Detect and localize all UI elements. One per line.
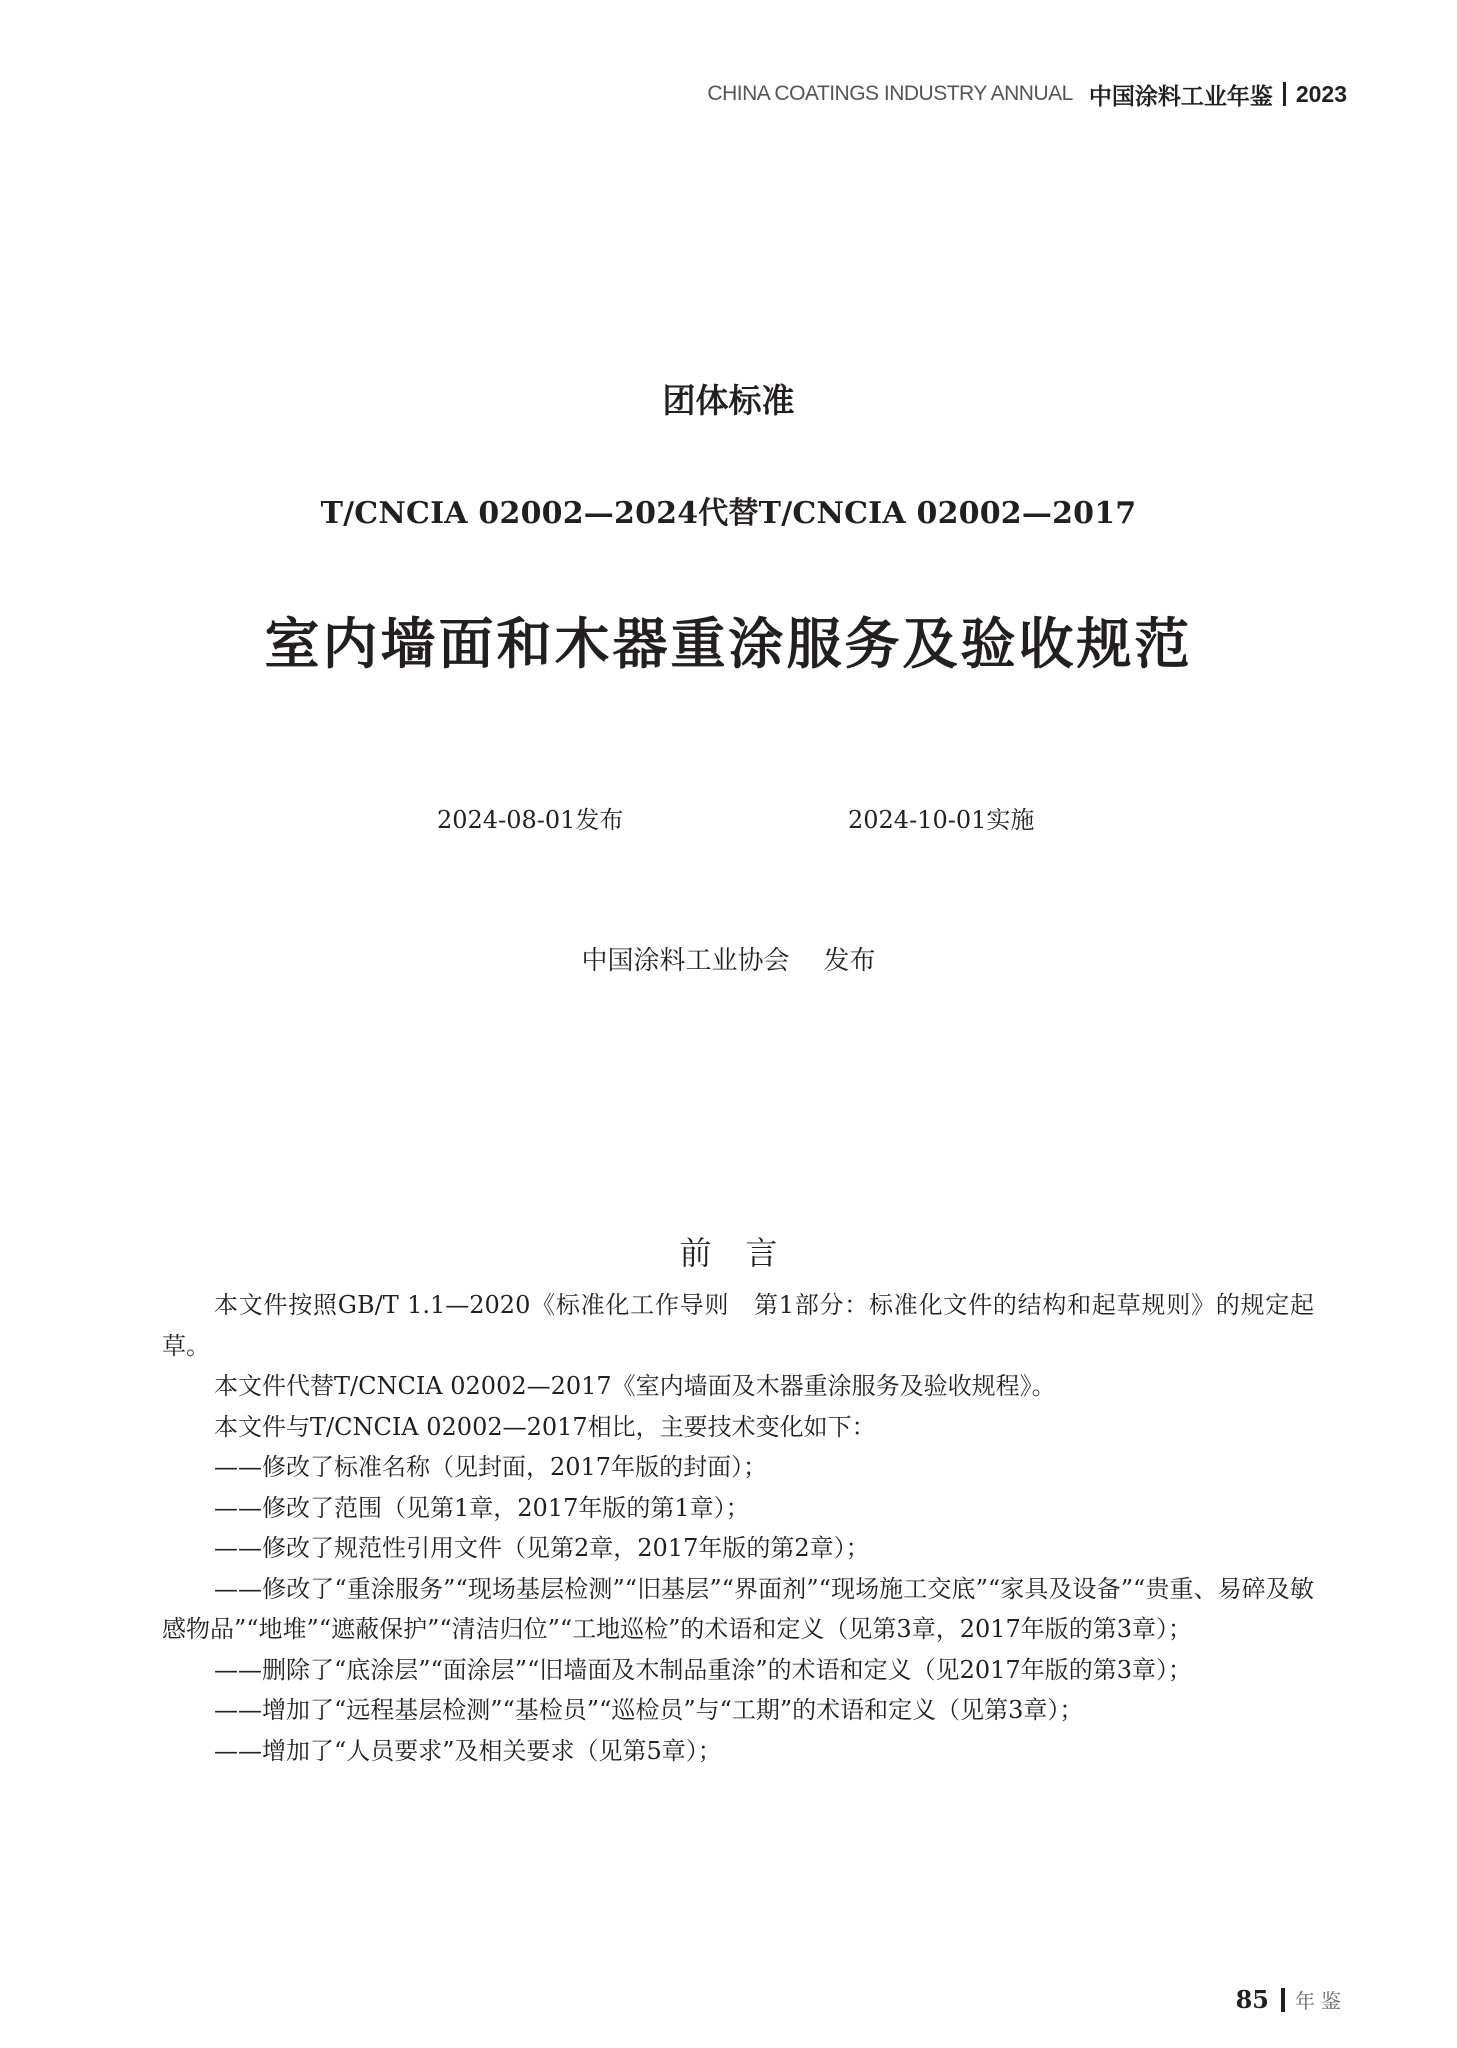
publish-date: 2024-08-01发布 (437, 806, 624, 834)
header-chinese-title: 中国涂料工业年鉴 (1088, 83, 1273, 110)
foreword-paragraph: 本文件代替T/CNCIA 02002—2017《室内墙面及木器重涂服务及验收规程》。 (214, 1372, 1056, 1400)
standard-type: 团体标准 (662, 381, 795, 420)
foreword-list-item: ——修改了范围（见第1章，2017年版的第1章）； (214, 1493, 750, 1522)
implement-date: 2024-10-01实施 (848, 806, 1035, 834)
page-number: 85 (1235, 1985, 1269, 2014)
foreword-list-item: ——修改了“重涂服务”“现场基层检测”“旧基层”“界面剂”“现场施工交底”“家具及设备”“贵重、易碎及敏感物品”“地堆”“遮蔽保护”“清洁归位”“工地巡检”的术语和定义（见第3章，2017年版的第3章）； (162, 1574, 1314, 1643)
publisher-organization: 中国涂料工业协会 (581, 946, 790, 976)
foreword-list-item: ——增加了“远程基层检测”“基检员”“巡检员”与“工期”的术语和定义（见第3章）； (214, 1696, 1084, 1724)
foreword-title (0, 1228, 1457, 1274)
foreword-paragraph: 本文件按照GB/T 1.1—2020《标准化工作导则 第1部分：标准化文件的结构和起草规则》的规定起草。 (162, 1291, 1314, 1360)
foreword-list-item: ——删除了“底涂层”“面涂层”“旧墙面及木制品重涂”的术语和定义（见2017年版的第3章）； (214, 1655, 1192, 1684)
publisher-line (0, 940, 1457, 977)
foreword-paragraph: 本文件与T/CNCIA 02002—2017相比，主要技术变化如下： (214, 1412, 876, 1441)
page-footer (1236, 1985, 1347, 2014)
foreword-title-char: 前 (679, 1234, 712, 1272)
foreword-list-item: ——修改了规范性引用文件（见第2章，2017年版的第2章）； (214, 1534, 870, 1562)
footer-label: 年鉴 (1295, 1989, 1347, 2013)
standard-title: 室内墙面和木器重涂服务及验收规范 (264, 611, 1193, 676)
foreword-list-item: ——增加了“人员要求”及相关要求（见第5章）； (214, 1736, 722, 1765)
foreword-list-item: ——修改了标准名称（见封面，2017年版的封面）； (214, 1453, 768, 1481)
publisher-action: 发布 (823, 946, 876, 976)
standard-code: T/CNCIA 02002—2024代替T/CNCIA 02002—2017 (320, 496, 1137, 531)
foreword-title-char: 言 (745, 1234, 778, 1272)
header-separator (1283, 82, 1286, 106)
header-year: 2023 (1295, 80, 1347, 107)
footer-separator (1281, 1988, 1285, 2012)
running-header (707, 80, 1347, 108)
foreword-body (162, 1285, 1314, 1771)
standard-dates (0, 800, 1457, 836)
header-english-title: CHINA COATINGS INDUSTRY ANNUAL (707, 82, 1073, 105)
